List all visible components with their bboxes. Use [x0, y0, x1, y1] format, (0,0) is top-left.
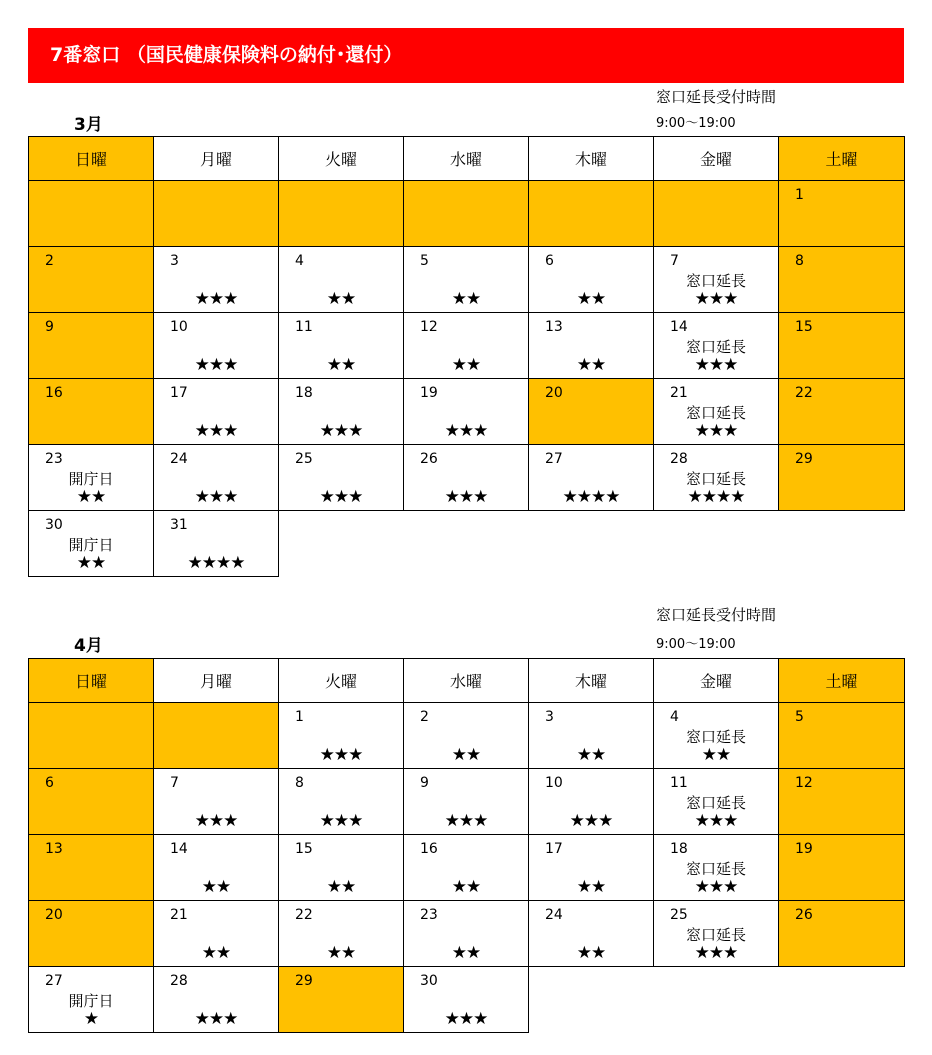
calendar-blank-cell	[779, 511, 905, 577]
calendar-day-cell	[154, 901, 279, 967]
congestion-stars: ★★★	[569, 811, 613, 831]
day-number: 25	[670, 907, 688, 923]
weekday-header-friday: 金曜	[654, 659, 779, 703]
calendar-filler-cell	[154, 703, 279, 769]
day-number: 4	[295, 253, 304, 269]
day-number: 30	[45, 517, 63, 533]
calendar-day-cell	[654, 247, 779, 313]
calendar-week-row	[29, 703, 905, 769]
day-number: 6	[45, 775, 54, 791]
calendar-day-cell	[654, 901, 779, 967]
calendar-filler-cell	[654, 181, 779, 247]
calendar-day-cell	[154, 769, 279, 835]
calendar-day-cell	[404, 703, 529, 769]
congestion-stars: ★★	[76, 487, 106, 507]
calendar-day-cell	[404, 313, 529, 379]
day-number: 22	[795, 385, 813, 401]
congestion-stars: ★★★	[194, 487, 238, 507]
congestion-stars: ★★★★	[562, 487, 620, 507]
page-title: 7番窓口 （国民健康保険料の納付･還付）	[28, 28, 904, 83]
day-number: 28	[170, 973, 188, 989]
day-number: 13	[45, 841, 63, 857]
month-label-march: 3月	[74, 115, 103, 135]
day-number: 15	[295, 841, 313, 857]
day-number: 12	[420, 319, 438, 335]
congestion-stars: ★★★	[694, 811, 738, 831]
calendar-day-cell	[29, 313, 154, 379]
day-number: 31	[170, 517, 188, 533]
congestion-stars: ★★★	[319, 421, 363, 441]
calendar-day-cell	[279, 769, 404, 835]
calendar-day-cell	[279, 967, 404, 1033]
day-number: 20	[545, 385, 563, 401]
day-number: 20	[45, 907, 63, 923]
congestion-stars: ★★★	[194, 289, 238, 309]
weekday-header-tuesday: 火曜	[279, 659, 404, 703]
day-number: 14	[670, 319, 688, 335]
calendar-day-cell	[529, 835, 654, 901]
calendar-day-cell	[154, 511, 279, 577]
calendar-blank-cell	[529, 967, 654, 1033]
calendar-day-cell	[29, 769, 154, 835]
congestion-stars: ★★	[576, 877, 606, 897]
calendar-day-cell	[154, 313, 279, 379]
weekday-header-row	[29, 137, 905, 181]
extension-hours-note: 窓口延長受付時間	[656, 606, 777, 624]
calendar-day-cell	[654, 769, 779, 835]
congestion-stars: ★	[83, 1009, 99, 1029]
extension-hours-note: 窓口延長受付時間	[656, 88, 777, 106]
calendar-day-cell	[279, 901, 404, 967]
congestion-stars: ★★	[451, 877, 481, 897]
congestion-stars: ★★★★	[687, 487, 745, 507]
extended-hours-label: 窓口延長	[685, 926, 746, 944]
extended-hours-label: 窓口延長	[685, 470, 746, 488]
month-label-april: 4月	[74, 636, 103, 656]
calendar-day-cell	[529, 703, 654, 769]
calendar-day-cell	[529, 445, 654, 511]
calendar-day-cell	[779, 313, 905, 379]
day-number: 27	[45, 973, 63, 989]
calendar-week-row	[29, 379, 905, 445]
extended-hours-label: 窓口延長	[685, 794, 746, 812]
day-number: 13	[545, 319, 563, 335]
day-number: 28	[670, 451, 688, 467]
congestion-stars: ★★	[451, 289, 481, 309]
day-number: 10	[170, 319, 188, 335]
calendar-filler-cell	[279, 181, 404, 247]
extension-hours-time: 9:00～19:00	[656, 116, 736, 131]
calendar-day-cell	[654, 703, 779, 769]
calendar-march	[28, 136, 905, 577]
day-number: 5	[795, 709, 804, 725]
weekday-header-row	[29, 659, 905, 703]
calendar-day-cell	[29, 445, 154, 511]
day-number: 2	[45, 253, 54, 269]
calendar-week-row	[29, 313, 905, 379]
calendar-day-cell	[154, 967, 279, 1033]
day-number: 16	[420, 841, 438, 857]
congestion-stars: ★★★	[194, 811, 238, 831]
calendar-week-row	[29, 769, 905, 835]
weekday-header-wednesday: 水曜	[404, 659, 529, 703]
congestion-stars: ★★★	[694, 943, 738, 963]
day-number: 30	[420, 973, 438, 989]
weekday-header-monday: 月曜	[154, 659, 279, 703]
open-day-label: 開庁日	[68, 992, 114, 1010]
day-number: 27	[545, 451, 563, 467]
day-number: 23	[420, 907, 438, 923]
day-number: 14	[170, 841, 188, 857]
day-number: 6	[545, 253, 554, 269]
congestion-stars: ★★	[576, 745, 606, 765]
congestion-stars: ★★	[576, 289, 606, 309]
congestion-stars: ★★	[76, 553, 106, 573]
open-day-label: 開庁日	[68, 470, 114, 488]
extended-hours-label: 窓口延長	[685, 338, 746, 356]
calendar-day-cell	[654, 313, 779, 379]
calendar-day-cell	[279, 445, 404, 511]
congestion-stars: ★★★	[694, 355, 738, 375]
calendar-day-cell	[404, 247, 529, 313]
weekday-header-sunday: 日曜	[29, 659, 154, 703]
day-number: 11	[295, 319, 313, 335]
congestion-stars: ★★	[576, 943, 606, 963]
day-number: 19	[795, 841, 813, 857]
calendar-week-row	[29, 511, 905, 577]
day-number: 1	[795, 187, 804, 203]
calendar-filler-cell	[29, 703, 154, 769]
calendar-day-cell	[779, 181, 905, 247]
calendar-day-cell	[29, 247, 154, 313]
calendar-week-row	[29, 901, 905, 967]
congestion-stars: ★★	[326, 943, 356, 963]
weekday-header-sunday: 日曜	[29, 137, 154, 181]
calendar-day-cell	[654, 379, 779, 445]
day-number: 11	[670, 775, 688, 791]
calendar-day-cell	[279, 247, 404, 313]
congestion-stars: ★★	[326, 289, 356, 309]
weekday-header-saturday: 土曜	[779, 137, 905, 181]
congestion-stars: ★★★	[694, 289, 738, 309]
calendar-week-row	[29, 835, 905, 901]
calendar-filler-cell	[154, 181, 279, 247]
day-number: 7	[670, 253, 679, 269]
calendar-day-cell	[529, 379, 654, 445]
congestion-stars: ★★	[576, 355, 606, 375]
calendar-blank-cell	[654, 511, 779, 577]
extended-hours-label: 窓口延長	[685, 728, 746, 746]
calendar-day-cell	[279, 703, 404, 769]
calendar-day-cell	[154, 379, 279, 445]
day-number: 29	[295, 973, 313, 989]
day-number: 3	[545, 709, 554, 725]
congestion-stars: ★★★	[694, 421, 738, 441]
calendar-day-cell	[529, 247, 654, 313]
congestion-stars: ★★★	[444, 421, 488, 441]
calendar-day-cell	[654, 445, 779, 511]
calendar-week-row	[29, 181, 905, 247]
day-number: 3	[170, 253, 179, 269]
day-number: 29	[795, 451, 813, 467]
day-number: 21	[670, 385, 688, 401]
congestion-stars: ★★★	[444, 1009, 488, 1029]
weekday-header-wednesday: 水曜	[404, 137, 529, 181]
day-number: 18	[295, 385, 313, 401]
day-number: 24	[170, 451, 188, 467]
day-number: 8	[795, 253, 804, 269]
calendar-day-cell	[779, 445, 905, 511]
calendar-day-cell	[279, 379, 404, 445]
extended-hours-label: 窓口延長	[685, 404, 746, 422]
congestion-stars: ★★★	[444, 811, 488, 831]
congestion-stars: ★★★	[319, 745, 363, 765]
calendar-day-cell	[29, 379, 154, 445]
congestion-stars: ★★★	[444, 487, 488, 507]
day-number: 10	[545, 775, 563, 791]
day-number: 12	[795, 775, 813, 791]
congestion-stars: ★★	[451, 943, 481, 963]
calendar-april	[28, 658, 905, 1033]
day-number: 21	[170, 907, 188, 923]
day-number: 9	[45, 319, 54, 335]
day-number: 4	[670, 709, 679, 725]
calendar-filler-cell	[404, 181, 529, 247]
day-number: 23	[45, 451, 63, 467]
calendar-week-row	[29, 445, 905, 511]
day-number: 7	[170, 775, 179, 791]
weekday-header-friday: 金曜	[654, 137, 779, 181]
calendar-day-cell	[154, 247, 279, 313]
calendar-week-row	[29, 967, 905, 1033]
calendar-day-cell	[404, 379, 529, 445]
day-number: 26	[795, 907, 813, 923]
calendar-day-cell	[29, 901, 154, 967]
congestion-stars: ★★	[326, 355, 356, 375]
calendar-day-cell	[779, 901, 905, 967]
day-number: 25	[295, 451, 313, 467]
calendar-week-row	[29, 247, 905, 313]
calendar-day-cell	[279, 835, 404, 901]
congestion-stars: ★★	[201, 943, 231, 963]
congestion-stars: ★★★	[194, 421, 238, 441]
weekday-header-tuesday: 火曜	[279, 137, 404, 181]
calendar-day-cell	[779, 379, 905, 445]
congestion-stars: ★★★	[194, 1009, 238, 1029]
calendar-blank-cell	[654, 967, 779, 1033]
day-number: 26	[420, 451, 438, 467]
open-day-label: 開庁日	[68, 536, 114, 554]
weekday-header-saturday: 土曜	[779, 659, 905, 703]
calendar-day-cell	[529, 901, 654, 967]
extension-hours-time: 9:00～19:00	[656, 637, 736, 652]
congestion-stars: ★★	[201, 877, 231, 897]
weekday-header-thursday: 木曜	[529, 137, 654, 181]
calendar-day-cell	[404, 835, 529, 901]
calendar-day-cell	[279, 313, 404, 379]
weekday-header-thursday: 木曜	[529, 659, 654, 703]
day-number: 2	[420, 709, 429, 725]
calendar-day-cell	[154, 445, 279, 511]
calendar-day-cell	[404, 967, 529, 1033]
day-number: 5	[420, 253, 429, 269]
day-number: 1	[295, 709, 304, 725]
day-number: 24	[545, 907, 563, 923]
calendar-day-cell	[779, 769, 905, 835]
calendar-day-cell	[779, 835, 905, 901]
day-number: 19	[420, 385, 438, 401]
calendar-day-cell	[29, 835, 154, 901]
calendar-blank-cell	[279, 511, 404, 577]
congestion-stars: ★★★	[319, 811, 363, 831]
day-number: 9	[420, 775, 429, 791]
calendar-day-cell	[529, 313, 654, 379]
calendar-blank-cell	[529, 511, 654, 577]
congestion-stars: ★★	[451, 745, 481, 765]
weekday-header-monday: 月曜	[154, 137, 279, 181]
congestion-stars: ★★★★	[187, 553, 245, 573]
calendar-day-cell	[779, 703, 905, 769]
calendar-blank-cell	[404, 511, 529, 577]
congestion-stars: ★★	[451, 355, 481, 375]
calendar-day-cell	[29, 967, 154, 1033]
calendar-day-cell	[404, 769, 529, 835]
day-number: 15	[795, 319, 813, 335]
day-number: 18	[670, 841, 688, 857]
calendar-day-cell	[654, 835, 779, 901]
day-number: 22	[295, 907, 313, 923]
calendar-filler-cell	[529, 181, 654, 247]
calendar-blank-cell	[779, 967, 905, 1033]
day-number: 17	[545, 841, 563, 857]
calendar-day-cell	[404, 445, 529, 511]
extended-hours-label: 窓口延長	[685, 860, 746, 878]
congestion-stars: ★★★	[694, 877, 738, 897]
calendar-day-cell	[529, 769, 654, 835]
extended-hours-label: 窓口延長	[685, 272, 746, 290]
congestion-stars: ★★	[326, 877, 356, 897]
day-number: 8	[295, 775, 304, 791]
day-number: 16	[45, 385, 63, 401]
calendar-day-cell	[404, 901, 529, 967]
congestion-stars: ★★	[701, 745, 731, 765]
day-number: 17	[170, 385, 188, 401]
calendar-day-cell	[779, 247, 905, 313]
congestion-stars: ★★★	[194, 355, 238, 375]
congestion-stars: ★★★	[319, 487, 363, 507]
calendar-day-cell	[29, 511, 154, 577]
calendar-day-cell	[154, 835, 279, 901]
calendar-filler-cell	[29, 181, 154, 247]
